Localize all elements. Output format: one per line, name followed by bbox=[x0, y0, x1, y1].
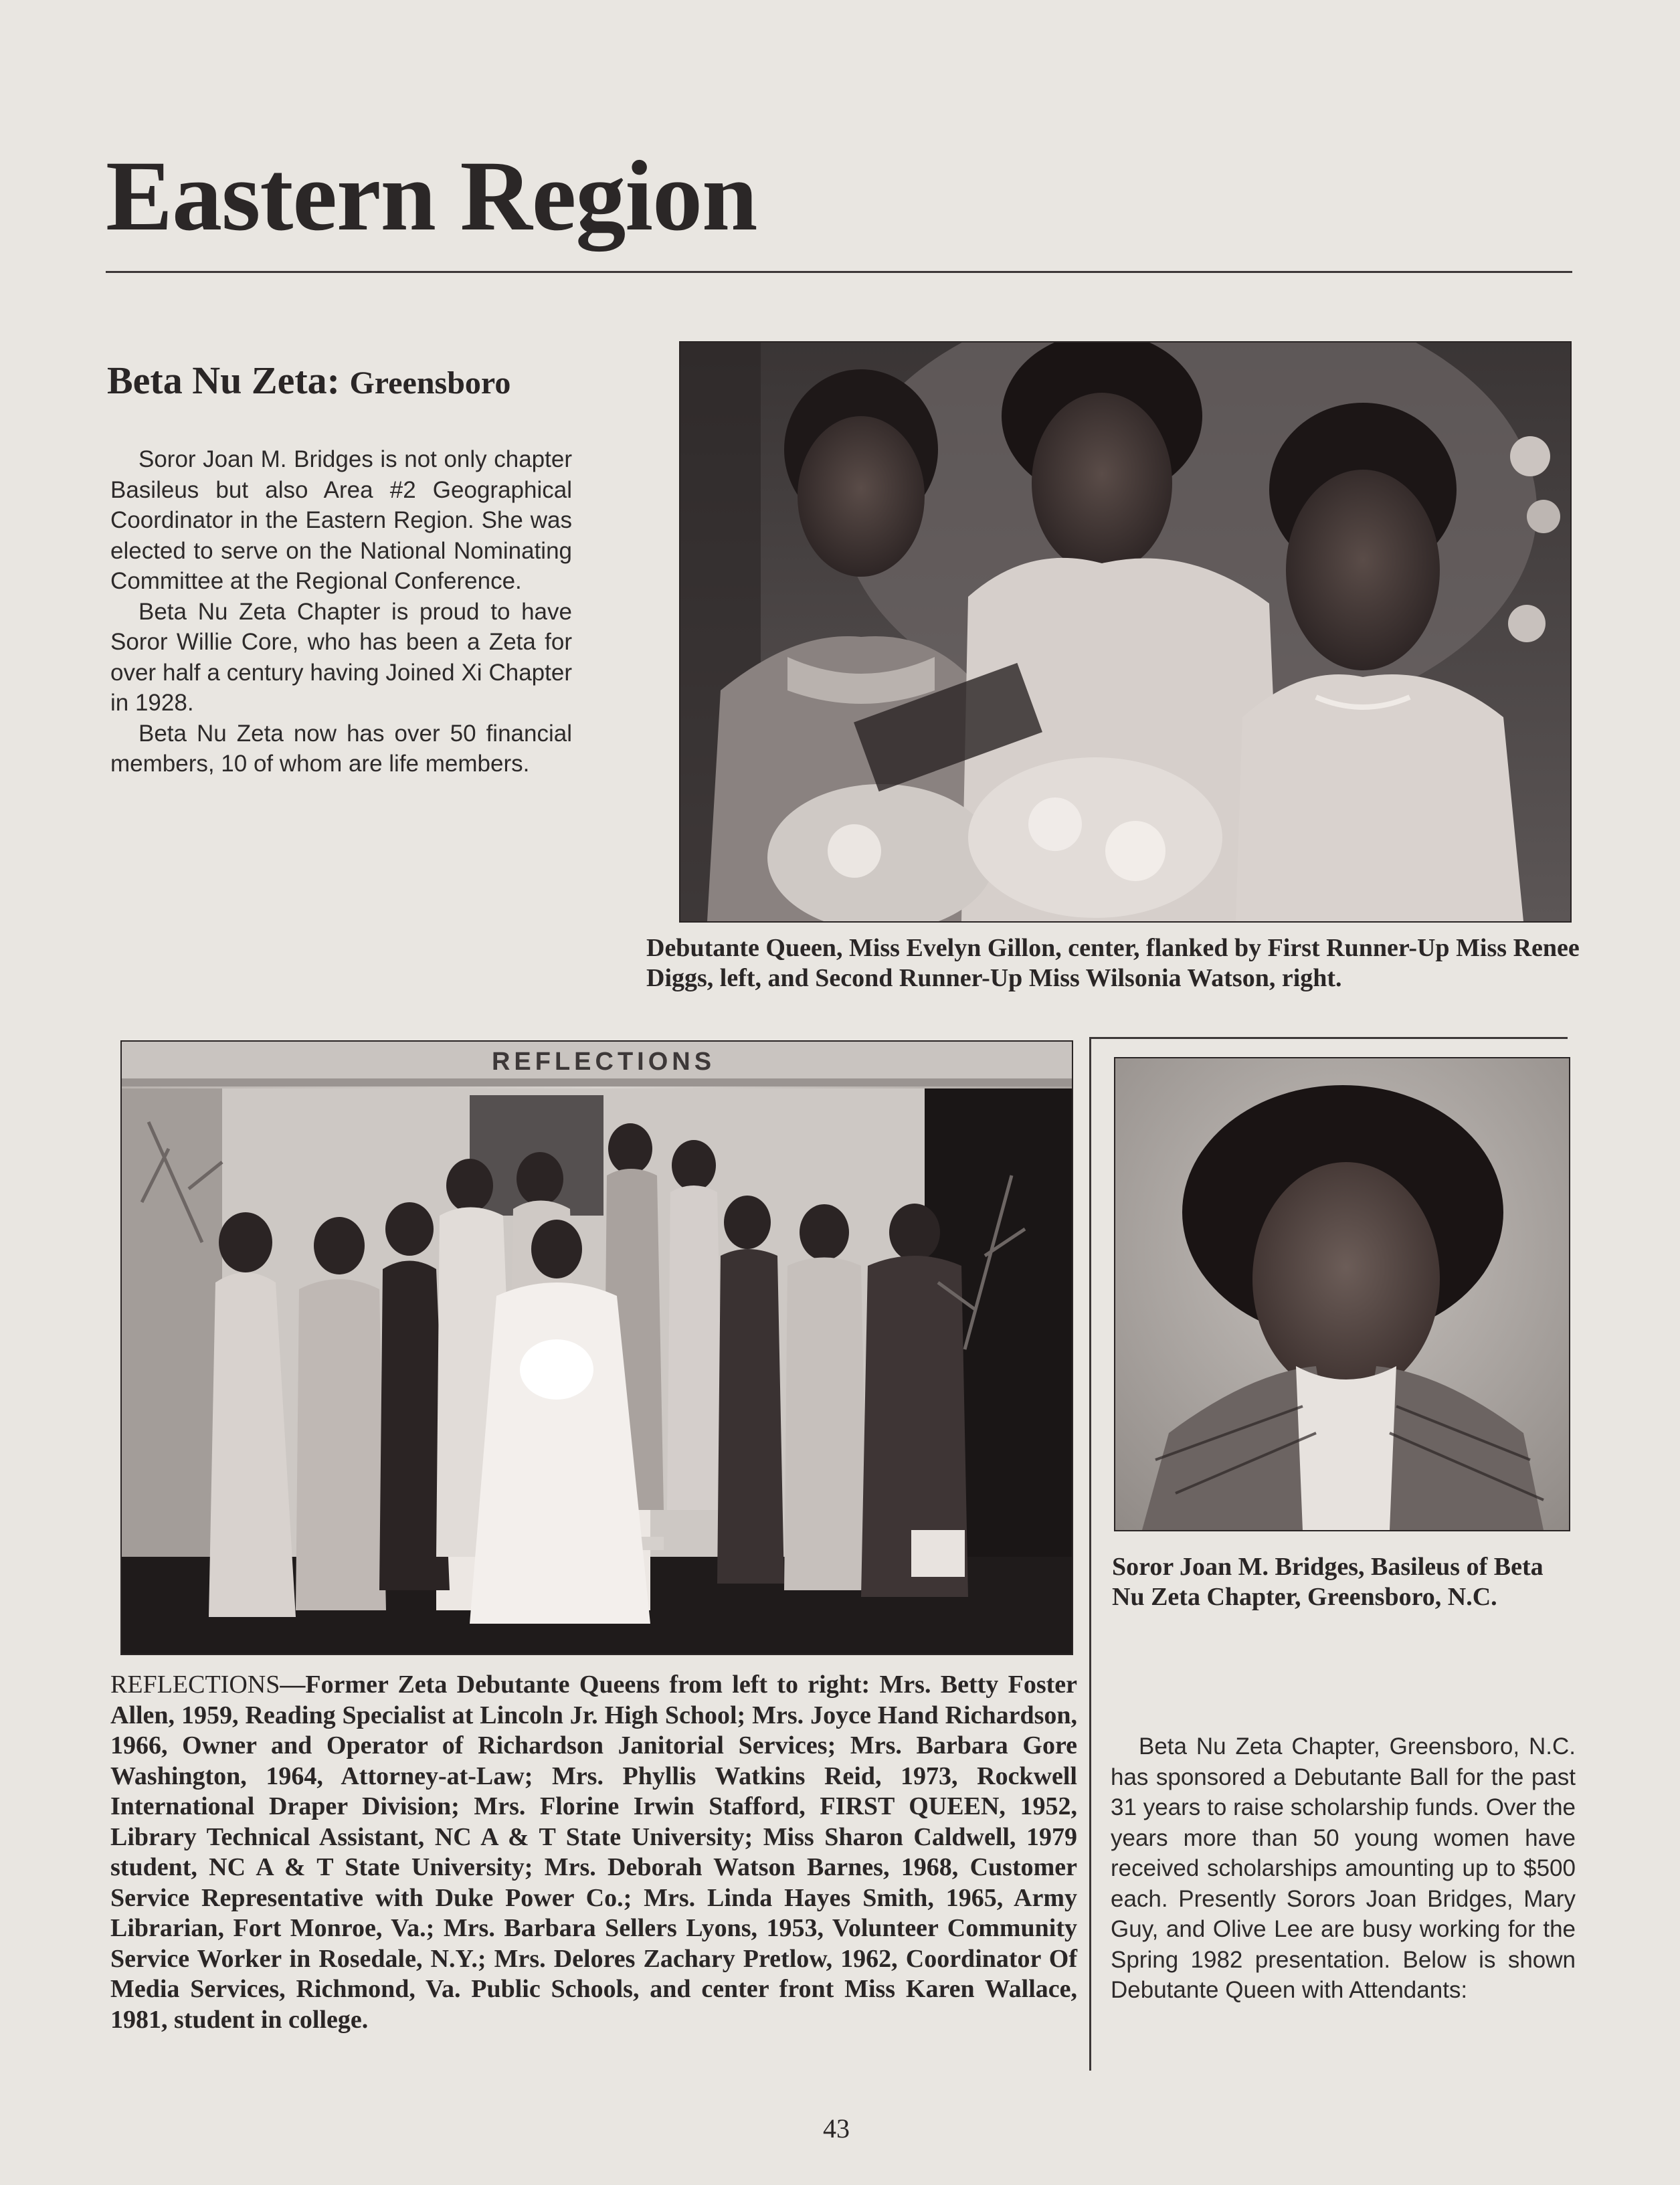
reflections-banner: REFLECTIONS bbox=[491, 1048, 716, 1076]
debutantes-caption: Debutante Queen, Miss Evelyn Gillon, center, flanked by First Runner-Up Miss Renee Diggs, left, and Second Runner-Up Miss Wilsonia Watson, right. bbox=[646, 934, 1580, 992]
intro-paragraph: Beta Nu Zeta Chapter is proud to have Soror Willie Core, who has been a Zeta for over half a century having Joined Xi Chapter in 1928. bbox=[110, 598, 572, 716]
column-rule-vertical bbox=[1089, 1037, 1091, 2071]
debutante-ball-text bbox=[1111, 1731, 1576, 2006]
reflections-photo-image bbox=[122, 1042, 1072, 1654]
title-rule bbox=[106, 271, 1572, 273]
intro-paragraph: Beta Nu Zeta now has over 50 financial members, 10 of whom are life members. bbox=[110, 720, 572, 777]
intro-paragraph: Soror Joan M. Bridges is not only chapter Basileus but also Area #2 Geographical Coordinator in the Eastern Region. She was elected to serve on the National Nominating Committee at the Regional Conference. bbox=[110, 446, 572, 594]
column-rule-horizontal bbox=[1089, 1037, 1568, 1039]
portrait-photo bbox=[1114, 1057, 1570, 1531]
reflections-caption-lead: REFLECTIONS bbox=[110, 1671, 280, 1699]
debutante-ball-paragraph: Beta Nu Zeta Chapter, Greensboro, N.C. has sponsored a Debutante Ball for the past 31 years to raise scholarship funds. Over the years more than 50 young women have received scholarships amounting up to $500 each. Presently Sorors Joan Bridges, Mary Guy, and Olive Lee are busy working for the Spring 1982 presentation. Below is shown Debutante Queen with Attendants: bbox=[1111, 1733, 1576, 2003]
reflections-caption-text: —Former Zeta Debutante Queens from left to right: Mrs. Betty Foster Allen, 1959, Reading Specialist at Lincoln Jr. High School; Mrs. Joyce Hand Richardson, 1966, Owner and Operator of Richardson Janitorial Services; Mrs. Barbara Gore Washington, 1964, Attorney-at-Law; Mrs. Phyllis Watkins Reid, 1973, Rockwell International Draper Division; Mrs. Florine Irwin Stafford, FIRST QUEEN, 1952, Library Technical Assistant, NC A & T State University; Miss Sharon Caldwell, 1979 student, NC A & T State University; Mrs. Deborah Watson Barnes, 1968, Customer Service Representative with Duke Power Co.; Mrs. Linda Hayes Smith, 1965, Army Librarian, Fort Monroe, Va.; Mrs. Barbara Sellers Lyons, 1953, Volunteer Community Service Worker in Rosedale, N.Y.; Mrs. Delores Zachary Pretlow, 1962, Coordinator Of Media Services, Richmond, Va. Public Schools, and center front Miss Karen Wallace, 1981, student in college. bbox=[110, 1671, 1077, 2034]
portrait-caption: Soror Joan M. Bridges, Basileus of Beta Nu Zeta Chapter, Greensboro, N.C. bbox=[1112, 1553, 1544, 1611]
intro-text bbox=[110, 444, 572, 779]
reflections-caption bbox=[110, 1670, 1077, 2035]
chapter-city: Greensboro bbox=[349, 365, 511, 401]
chapter-heading bbox=[107, 358, 510, 403]
page-title: Eastern Region bbox=[106, 140, 757, 252]
reflections-photo bbox=[120, 1040, 1073, 1655]
page-number: 43 bbox=[823, 2113, 850, 2144]
debutantes-photo bbox=[679, 341, 1572, 923]
debutantes-photo-image bbox=[680, 343, 1570, 921]
portrait-photo-image bbox=[1115, 1058, 1569, 1530]
chapter-name: Beta Nu Zeta: bbox=[107, 359, 340, 402]
